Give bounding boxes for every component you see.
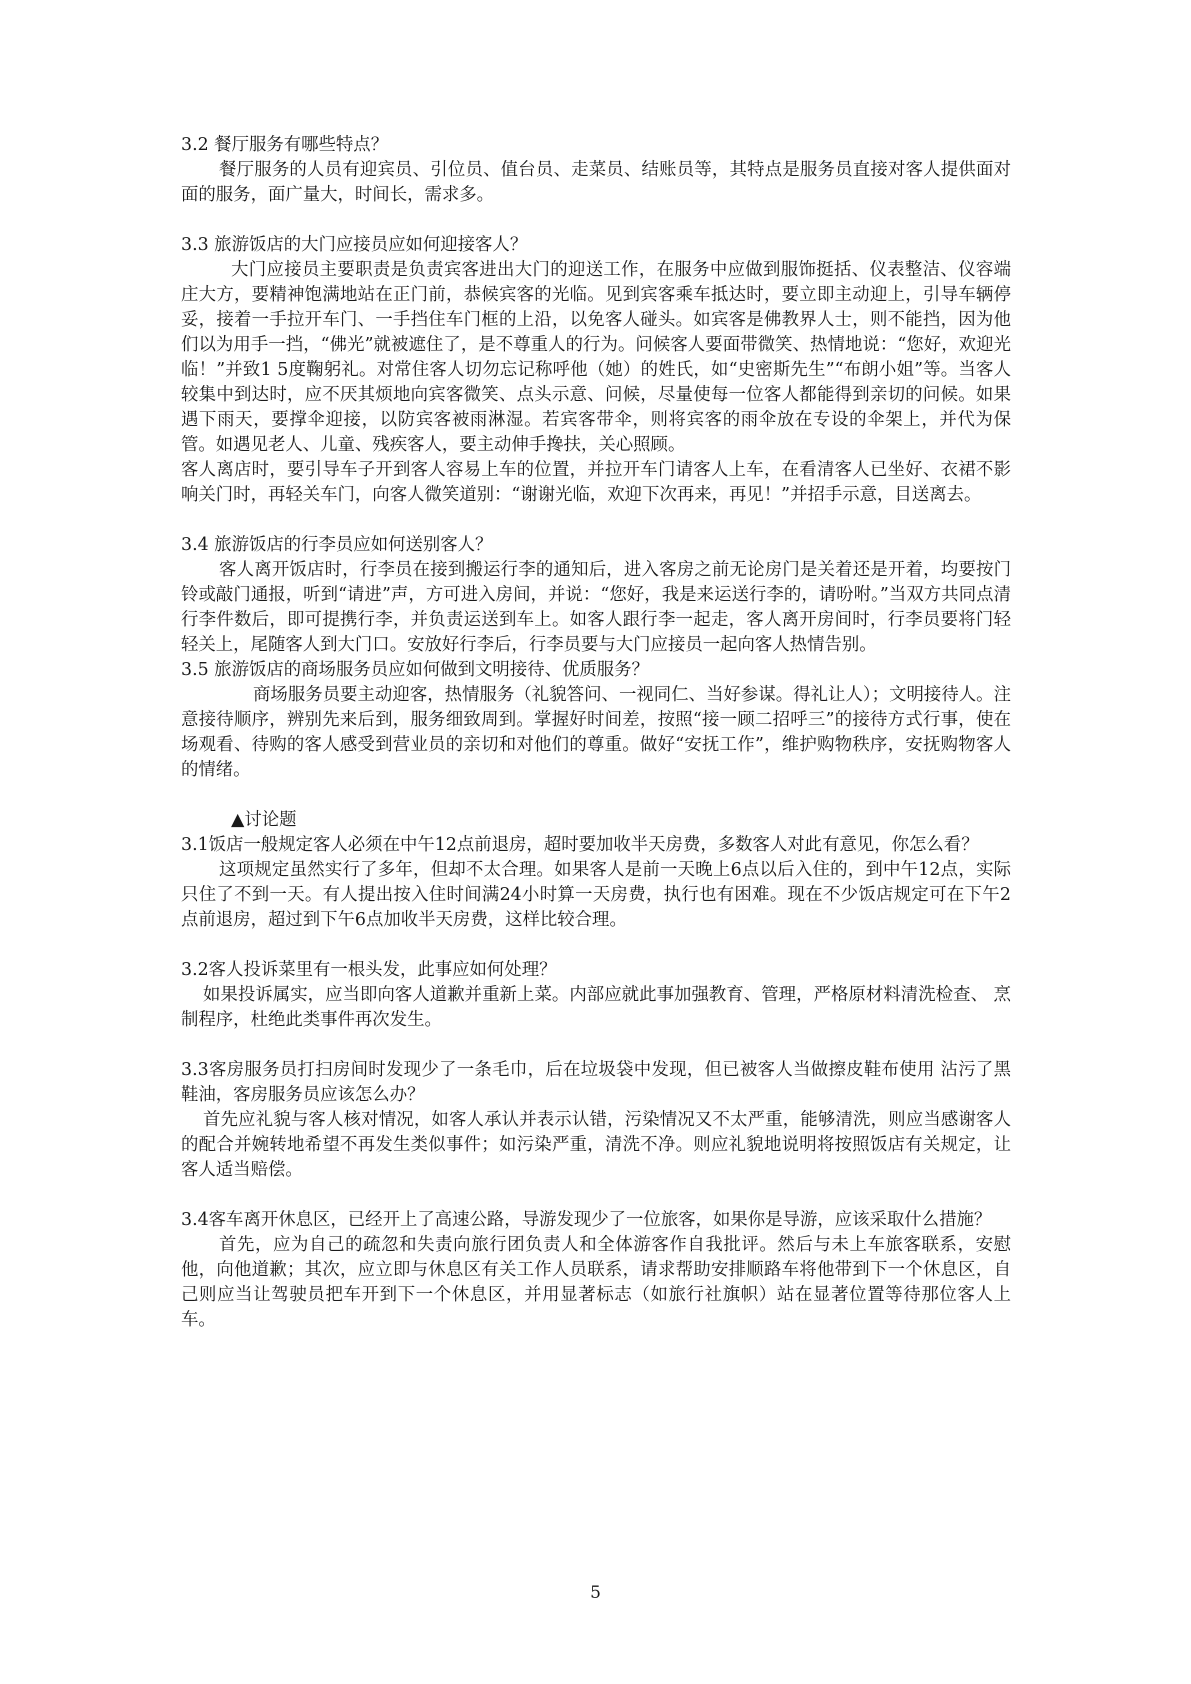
discussion-answer-3-3: 首先应礼貌与客人核对情况，如客人承认并表示认错，污染情况又不太严重，能够清洗，则应当感谢客人的配合并婉转地希望不再发生类似事件；如污染严重，清洗不净。则应礼貌地说明将按照饭店有关规定，让客人适当赔偿。 xyxy=(181,1110,1011,1180)
discussion-answer-3-4: 首先，应为自己的疏忽和失责向旅行团负责人和全体游客作自我批评。然后与未上车旅客联系，安慰他，向他道歉；其次，应立即与休息区有关工作人员联系，请求帮助安排顺路车将他带到下一个休息区，自己则应当让驾驶员把车开到下一个休息区，并用显著标志（如旅行社旗帜）站在显著位置等待那位客人上车。 xyxy=(181,1235,1011,1330)
discussion-question-3-2: 3.2客人投诉菜里有一根头发，此事应如何处理？ xyxy=(181,960,557,980)
section-body-3-3-departure: 客人离店时，要引导车子开到客人容易上车的位置，并拉开车门请客人上车，在看清客人已坐好、衣裙不影响关门时，再轻关车门，向客人微笑道别：“谢谢光临，欢迎下次再来，再见！”并招手示意，目送离去。 xyxy=(181,460,1011,505)
discussion-answer-3-1: 这项规定虽然实行了多年，但却不太合理。如果客人是前一天晚上6点以后入住的，到中午12点，实际只住了不到一天。有人提出按入住时间满24小时算一天房费，执行也有困难。现在不少饭店规定可在下午2点前退房，超过到下午6点加收半天房费，这样比较合理。 xyxy=(181,860,1011,930)
document-body xyxy=(181,133,1011,1333)
section-body-3-4: 客人离开饭店时，行李员在接到搬运行李的通知后，进入客房之前无论房门是关着还是开着，均要按门铃或敲门通报，听到“请进”声，方可进入房间，并说：“您好，我是来运送行李的，请吩咐。”当双方共同点清行李件数后，即可提携行李，并负责运送到车上。如客人跟行李一起走，客人离开房间时，行李员要将门轻轻关上，尾随客人到大门口。安放好行李后，行李员要与大门应接员一起向客人热情告别。 xyxy=(181,560,1011,655)
section-heading-3-4: 3.4 旅游饭店的行李员应如何送别客人？ xyxy=(181,535,493,555)
section-heading-3-5: 3.5 旅游饭店的商场服务员应如何做到文明接待、优质服务？ xyxy=(181,660,649,680)
discussion-title: ▲讨论题 xyxy=(231,810,297,830)
section-body-3-3: 大门应接员主要职责是负责宾客进出大门的迎送工作，在服务中应做到服饰挺括、仪表整洁、仪容端庄大方，要精神饱满地站在正门前，恭候宾客的光临。见到宾客乘车抵达时，要立即主动迎上，引导车辆停妥，接着一手拉开车门、一手挡住车门框的上沿，以免客人碰头。如宾客是佛教界人士，则不能挡，因为他们以为用手一挡，“佛光”就被遮住了，是不尊重人的行为。问候客人要面带微笑、热情地说：“您好，欢迎光临！”并致1 5度鞠躬礼。对常住客人切勿忘记称呼他（她）的姓氏，如“史密斯先生”“布朗小姐”等。当客人较集中到达时，应不厌其烦地向宾客微笑、点头示意、问候，尽量使每一位客人都能得到亲切的问候。如果遇下雨天，要撑伞迎接，以防宾客被雨淋湿。若宾客带伞，则将宾客的雨伞放在专设的伞架上，并代为保管。如遇见老人、儿童、残疾客人，要主动伸手搀扶，关心照顾。 xyxy=(181,260,1011,455)
discussion-question-3-4: 3.4客车离开休息区，已经开上了高速公路，导游发现少了一位旅客，如果你是导游，应该采取什么措施？ xyxy=(181,1210,992,1230)
discussion-answer-3-2: 如果投诉属实，应当即向客人道歉并重新上菜。内部应就此事加强教育、管理，严格原材料清洗检查、 烹制程序，杜绝此类事件再次发生。 xyxy=(181,985,1011,1030)
page-number: 5 xyxy=(590,1583,601,1603)
section-body-3-2: 餐厅服务的人员有迎宾员、引位员、值台员、走菜员、结账员等，其特点是服务员直接对客人提供面对面的服务，面广量大，时间长，需求多。 xyxy=(181,160,1011,205)
section-heading-3-3: 3.3 旅游饭店的大门应接员应如何迎接客人？ xyxy=(181,235,528,255)
discussion-question-3-3: 3.3客房服务员打扫房间时发现少了一条毛巾，后在垃圾袋中发现，但已被客人当做擦皮鞋布使用 沾污了黑鞋油，客房服务员应该怎么办？ xyxy=(181,1060,1011,1105)
discussion-question-3-1: 3.1饭店一般规定客人必须在中午12点前退房，超时要加收半天房费，多数客人对此有意见，你怎么看？ xyxy=(181,835,979,855)
section-body-3-5: 商场服务员要主动迎客，热情服务（礼貌答问、一视同仁、当好参谋。得礼让人）；文明接待人。注意接待顺序，辨别先来后到，服务细致周到。掌握好时间差，按照“接一顾二招呼三”的接待方式行事，使在场观看、待购的客人感受到营业员的亲切和对他们的尊重。做好“安抚工作”，维护购物秩序，安抚购物客人的情绪。 xyxy=(181,685,1011,780)
section-heading-3-2: 3.2 餐厅服务有哪些特点？ xyxy=(181,135,389,155)
